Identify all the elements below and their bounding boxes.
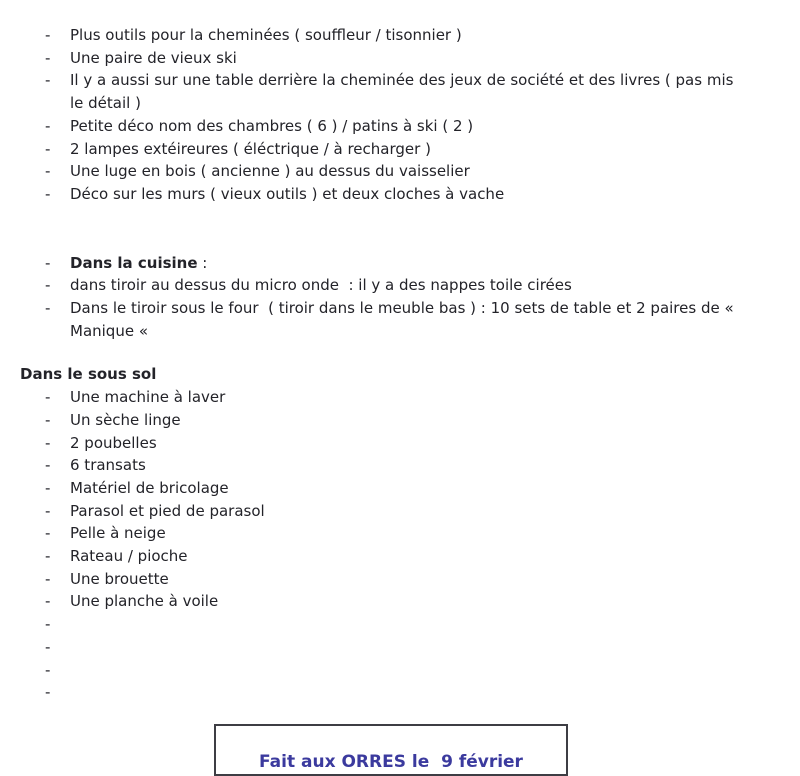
dash-bullet: -	[45, 478, 51, 497]
text: Un sèche linge	[70, 410, 181, 429]
date-box	[214, 724, 568, 776]
list-row	[45, 500, 800, 523]
dash-bullet	[45, 320, 70, 343]
list-text	[70, 274, 572, 297]
list-row	[45, 183, 800, 206]
dash-bullet: -	[45, 615, 51, 634]
dash-bullet: -	[45, 660, 51, 679]
text: 6 transats	[70, 456, 146, 475]
text: 2 lampes extéireures ( éléctrique / à recharger )	[70, 139, 431, 158]
list-row	[45, 252, 800, 275]
document-body	[0, 24, 800, 704]
dash-bullet: -	[45, 116, 51, 135]
dash-bullet: -	[45, 524, 51, 543]
text: Pelle à neige	[70, 524, 166, 543]
dash-bullet: -	[45, 501, 51, 520]
list-text	[70, 522, 166, 545]
list-text	[70, 24, 462, 47]
text: Rateau / pioche	[70, 547, 188, 566]
list-row	[45, 24, 800, 47]
dash-bullet: -	[45, 71, 51, 90]
list-row	[45, 160, 800, 183]
list-text	[70, 115, 473, 138]
text: Une brouette	[70, 569, 169, 588]
dash-bullet: -	[45, 547, 51, 566]
text: Manique «	[70, 321, 149, 340]
dash-bullet: -	[45, 569, 51, 588]
list-text	[70, 477, 229, 500]
dash-bullet: -	[45, 26, 51, 44]
text: 2 poubelles	[70, 433, 157, 452]
list-row	[45, 545, 800, 568]
dash-bullet: -	[45, 637, 51, 656]
list-row	[45, 138, 800, 161]
section-header: Dans le sous sol	[20, 365, 157, 384]
text: Déco sur les murs ( vieux outils ) et deux cloches à vache	[70, 184, 505, 203]
list-row	[45, 477, 800, 500]
list-row	[45, 522, 800, 545]
dash-bullet: -	[45, 299, 51, 318]
list-text	[70, 160, 470, 183]
text: Une luge en bois ( ancienne ) au dessus du vaisselier	[70, 162, 470, 181]
list-text	[70, 320, 148, 343]
list-row	[45, 115, 800, 138]
list-row	[45, 297, 800, 320]
list-text	[70, 545, 188, 568]
text: dans tiroir au dessus du micro onde : il y a des nappes toile cirées	[70, 276, 572, 295]
list-row	[45, 69, 800, 92]
list-text	[70, 138, 431, 161]
list-row	[45, 659, 800, 682]
list-row	[45, 590, 800, 613]
text: Il y a aussi sur une table derrière la cheminée des jeux de société et des livres ( pas mis	[70, 71, 734, 90]
list-row	[45, 613, 800, 636]
list-text	[70, 568, 169, 591]
list-row	[45, 681, 800, 704]
dash-bullet: -	[45, 276, 51, 295]
text: :	[197, 253, 208, 272]
list-row	[45, 47, 800, 70]
list-text	[70, 183, 504, 206]
text: Parasol et pied de parasol	[70, 501, 265, 520]
dash-bullet: -	[45, 162, 51, 181]
dash-bullet: -	[45, 139, 51, 158]
dash-bullet: -	[45, 388, 51, 407]
list-row	[45, 92, 800, 115]
list-text	[70, 69, 733, 92]
section-sous-sol	[0, 363, 800, 704]
list-row	[45, 274, 800, 297]
list-text	[70, 454, 146, 477]
list-row	[45, 409, 800, 432]
section-cheminee	[0, 24, 800, 206]
text: Une planche à voile	[70, 592, 219, 611]
list-text	[70, 590, 218, 613]
dash-bullet: -	[45, 592, 51, 611]
list-text	[70, 252, 207, 275]
text: Matériel de bricolage	[70, 478, 229, 497]
bold-text: Dans la cuisine	[70, 253, 198, 272]
dash-bullet: -	[45, 48, 51, 67]
list-text	[70, 386, 225, 409]
section-cuisine	[0, 252, 800, 343]
list-row	[45, 454, 800, 477]
text: Une machine à laver	[70, 388, 226, 407]
dash-bullet	[45, 92, 70, 115]
list-text	[70, 47, 237, 70]
dash-bullet: -	[45, 683, 51, 702]
list-text	[70, 297, 734, 320]
dash-bullet: -	[45, 456, 51, 475]
list-row	[45, 636, 800, 659]
list-row	[45, 320, 800, 343]
dash-bullet: -	[45, 433, 51, 452]
list-text	[70, 92, 141, 115]
text: Une paire de vieux ski	[70, 48, 237, 67]
text: le détail )	[70, 94, 141, 113]
dash-bullet: -	[45, 253, 51, 272]
text: Dans le tiroir sous le four ( tiroir dans le meuble bas ) : 10 sets de table et 2 paires de «	[70, 299, 734, 318]
dash-bullet: -	[45, 184, 51, 203]
list-text	[70, 409, 181, 432]
text: Petite déco nom des chambres ( 6 ) / patins à ski ( 2 )	[70, 116, 474, 135]
list-text	[70, 500, 265, 523]
list-row	[45, 432, 800, 455]
list-row	[45, 568, 800, 591]
dash-bullet: -	[45, 410, 51, 429]
list-text	[70, 432, 157, 455]
text: Plus outils pour la cheminées ( souffleur / tisonnier )	[70, 26, 462, 44]
list-row	[45, 386, 800, 409]
date-box-label: Fait aux ORRES le 9 février	[259, 751, 523, 772]
